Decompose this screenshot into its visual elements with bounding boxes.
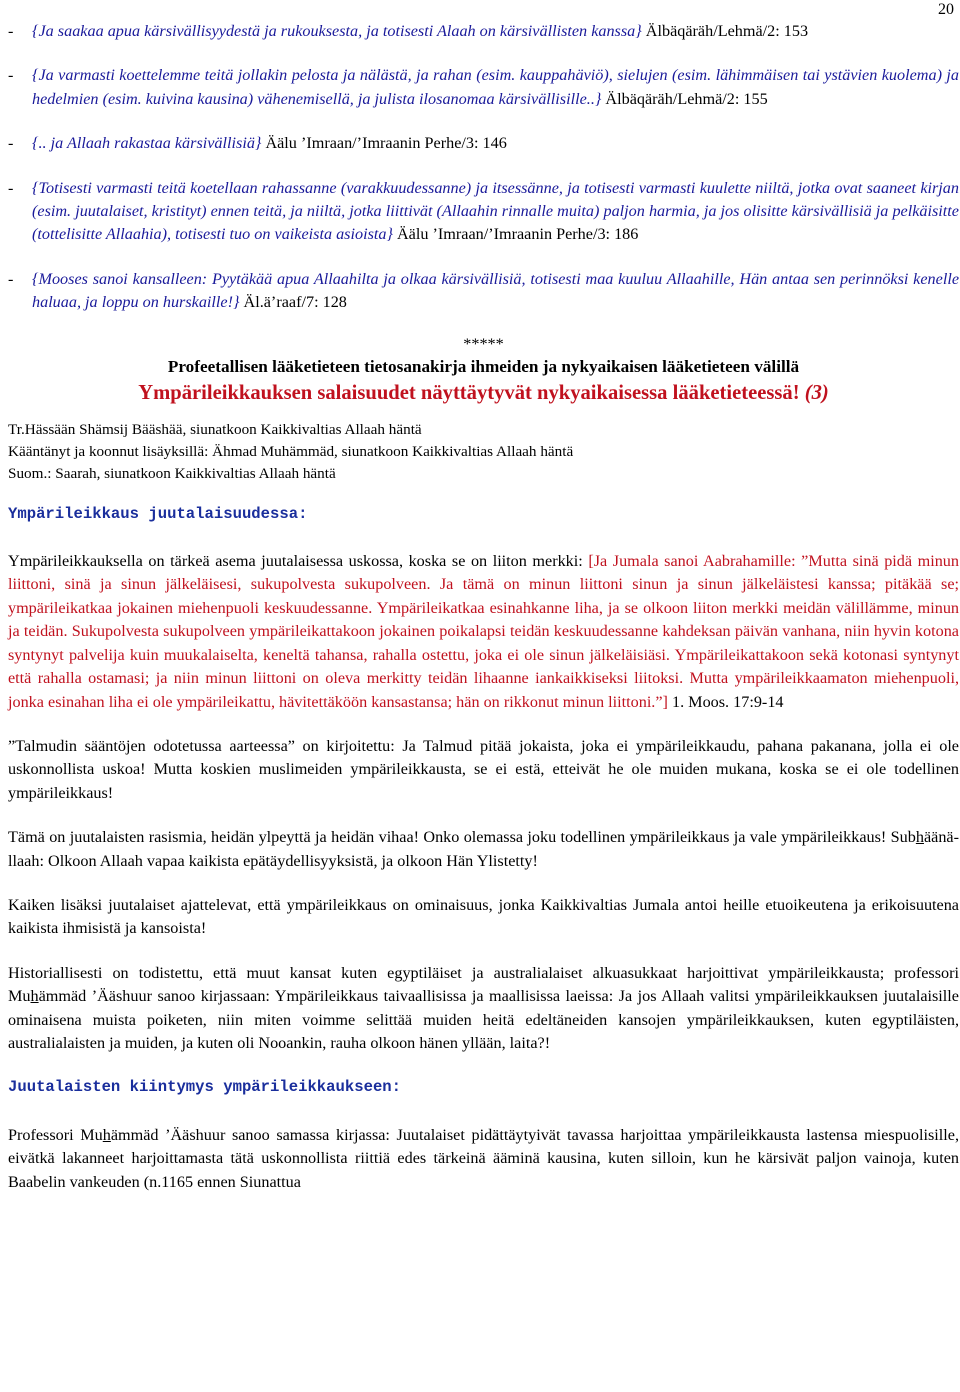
quote-item: - {Mooses sanoi kansalleen: Pyytäkää apua Allaahilta ja olkaa kärsivällisiä, totisesti maa kuuluu Allaahille, Hän antaa sen perinnöksi kenelle haluaa, ja loppu on hurskaille!} Äl.ä’raaf/7: 128 [8,269,959,312]
subheading-text: Ympärileikkauksen salaisuudet näyttäytyvät nykyaikaisessa lääketieteessä! [138,381,800,404]
quote-reference: Älbäqäräh/Lehmä/2: 155 [601,89,768,108]
underlined-letter: h [102,1125,111,1144]
quote-verse: {Mooses sanoi kansalleen: Pyytäkää apua Allaahilta ja olkaa kärsivällisiä, totisesti maa kuuluu Allaahille, Hän antaa sen perinnöksi kenelle haluaa, ja loppu on hurskaille!} [32,269,959,312]
paragraph-racism [8,826,959,873]
article-subheading [8,379,959,407]
quote-item: - {Ja saakaa apua kärsivällisyydestä ja rukouksesta, ja totisesti Alaah on kärsivällisten kanssa} Älbäqäräh/Lehmä/2: 153 [8,22,809,40]
quote-item: - {Ja varmasti koettelemme teitä jollakin pelosta ja nälästä, ja rahan (esim. kauppahäviö), sielujen (esim. lähimmäisen tai ystävien kuolema) ja hedelmien (esim. kuivina kausina) vähenemisellä, ja julista ilosanomaa kärsivällisille..} Älbäqäräh/Lehmä/2: 155 [8,66,959,108]
underlined-letter: h [30,987,39,1006]
document-body [8,20,959,1215]
quote-reference: Älbäqäräh/Lehmä/2: 153 [641,22,809,40]
quote-item: - {Totisesti varmasti teitä koetellaan rahassanne (varakkuudessanne) ja itsessänne, ja totisesti varmasti kuulette niiltä, jotka ovat saaneet kirjan (esim. juutalaiset, kristityt) ennen teitä, ja niiltä, jotka liittivät (Allaahin rinnalle muita) paljon harmia, ja jos olisitte kärsivällisiä ja pelkäisitte (tottelisitte Allaahia), totisesti tuo on vaikeista asioista} Äälu ’Imraan/’Imraanin Perhe/3: 186 [8,178,959,244]
editor-label: Kääntänyt ja koonnut lisäyksillä: [8,442,213,460]
quote-verse: {Totisesti varmasti teitä koetellaan rahassanne (varakkuudessanne) ja itsessänne, ja totisesti varmasti kuulette niiltä, jotka ovat saaneet kirjan (esim. juutalaiset, kristityt) ennen teitä, ja niiltä, jotka liittivät (Allaahin rinnalle muita) paljon harmia, ja jos olisitte kärsivällisiä ja pelkäisitte (tottelisitte Allaahia), totisesti tuo on vaikeista asioista} [32,178,959,244]
paragraph-text: Professori Mu [8,1125,103,1144]
editor-line [8,441,959,463]
paragraph-text: ämmäd ’Ääshuur sanoo samassa kirjassa: Juutalaiset pidättäytyivät tavassa harjoittaa ympärileikkausta lastensa miespuolisille, eivätkä lakanneet harjoittamasta tätä uskonnollista riittiä edes tärkeinä ääminä kausina, kuten silloin, kun he kärsivät paljon vainoja, kuten Baabelin vankeuden (n.1165 ennen Siunattua [8,1125,959,1191]
page-number: 20 [938,1,954,18]
translator-line [8,419,959,441]
quote-reference: Äälu ’Imraan/’Imraanin Perhe/3: 186 [392,225,639,244]
bible-reference: 1. Moos. 17:9-14 [667,692,784,711]
paragraph-text: Historiallisesti on todistettu, että muut kansat kuten egyptiläiset ja australialaiset alkuasukkaat harjoittivat ympärileikkausta; professori Mu [8,963,959,1006]
quote-verse: {Ja saakaa apua kärsivällisyydestä ja rukouksesta, ja totisesti Alaah on kärsivällisten kanssa} [32,22,642,40]
editor-name: Ähmad Muhämmäd, siunatkoon Kaikkivaltias Allaah häntä [212,442,574,460]
quran-quotes [8,20,959,315]
translator-name: Hässään Shämsij Bääshää, siunatkoon Kaikkivaltias Allaah häntä [24,420,422,438]
credits [8,419,959,485]
paragraph-talmud: ”Talmudin sääntöjen odotetussa aarteessa” on kirjoitettu: Ja Talmud pitää jokaista, joka ei ympärileikkaudu, pahana pakanana, jolla ei ole uskonnollista uskoa! Mutta koskien muslimeiden ympärileikkausta, se ei estä, etteivät he ole muiden mukana, koska se ei ole todellinen ympärileikkaus! [8,736,959,802]
separator: ***** [463,334,504,353]
underlined-letter: h [915,828,924,847]
paragraph-text: äänä-llaah: Olkoon Allaah vapaa kaikista epätäydellisyyksistä, ja olkoon Hän Ylistetty! [8,828,959,870]
section-title-judaism: Ympärileikkaus juutalaisuudessa: [8,504,308,523]
paragraph-privilege: Kaiken lisäksi juutalaiset ajattelevat, että ympärileikkaus on ominaisuus, jonka Kaikkivaltias Jumala antoi heille etuoikeutena ja erikoisuutena kaikista ihmisistä ja kansoista! [8,895,959,938]
paragraph-covenant [8,550,959,714]
quote-reference: Äl.ä’raaf/7: 128 [239,293,347,312]
article-heading: Profeetallisen lääketieteen tietosanakirja ihmeiden ja nykyaikaisen lääketieteen välillä [167,356,800,376]
paragraph-history [8,962,959,1056]
section-title-attachment: Juutalaisten kiintymys ympärileikkaukseen: [8,1078,402,1097]
translator-prefix: Tr. [8,420,25,438]
paragraph-professor [8,1124,959,1194]
paragraph-text: ämmäd ’Ääshuur sanoo kirjassaan: Ympärileikkaus taivaallisissa ja maallisissa laeissa: Ja jos Allaah valitsi ympärileikkauksen juutalaisille ominaisena muista poiketen, niin miten voimme selittää muiden heitä edeltäneiden kansojen ympärileikkauksen, kuten egyptiläisten, australialaisten ja muiden, ja kuten oli Nooankin, rauha olkoon hänen yllään, laita?! [8,987,959,1052]
subheading-number: (3) [804,381,829,404]
finnish-translator-line: Suom.: Saarah, siunatkoon Kaikkivaltias Allaah häntä [8,464,336,482]
paragraph-text: Ympärileikkauksella on tärkeä asema juutalaisessa uskossa, koska se on liiton merkki: [8,552,589,571]
quote-item: - {.. ja Allaah rakastaa kärsivällisiä} Äälu ’Imraan/’Imraanin Perhe/3: 146 [8,134,507,153]
quote-verse: {Ja varmasti koettelemme teitä jollakin pelosta ja nälästä, ja rahan (esim. kauppahäviö), sielujen (esim. lähimmäisen tai ystävien kuolema) ja hedelmien (esim. kuivina kausina) vähenemisellä, ja julista ilosanomaa kärsivällisille..} [32,66,959,108]
paragraph-text: Tämä on juutalaisten rasismia, heidän ylpeyttä ja heidän vihaa! Onko olemassa joku todellinen ympärileikkaus ja vale ympärileikkaus! Sub [8,828,916,847]
quote-verse: {.. ja Allaah rakastaa kärsivällisiä} [32,134,262,153]
bible-quote: [Ja Jumala sanoi Aabrahamille: ”Mutta sinä pidä minun liittoni, sinä ja sinun jälkeläisesi, sukupolvesta sukupolveen. Ja tämä on minun liittoni sinun ja sinun jälkeläistesi kanssa; pitäkää se; ympärileikatkaa jokainen miehenpuoli keskuudessanne. Ympärileikatkaa esinahkanne liha, ja se olkoon liiton merkki meidän välillämme, minun ja teidän. Sukupolvesta sukupolveen ympärileikattakoon jokainen poikalapsi teidän keskuudessanne kahdeksan päivän vanhana, niin hyvin kotona syntynyt palvelija kuin muukalaiselta, keneltä tahansa, rahalla ostettu, joka ei ole sinun jälkeläisiäsi. Ympärileikattakoon sekä kotonasi syntynyt että rahalla ostamasi; ja niin minun liittoni on oleva merkitty teidän lihaanne iankaikkiseksi liitoksi. Mutta ympärileikkaamaton miehenpuoli, jonka esinahan liha ei ole ympärileikattu, hävitettäköön kansastansa; hän on rikkonut minun liittoni.”] [8,552,959,711]
quote-reference: Äälu ’Imraan/’Imraanin Perhe/3: 146 [261,134,507,153]
